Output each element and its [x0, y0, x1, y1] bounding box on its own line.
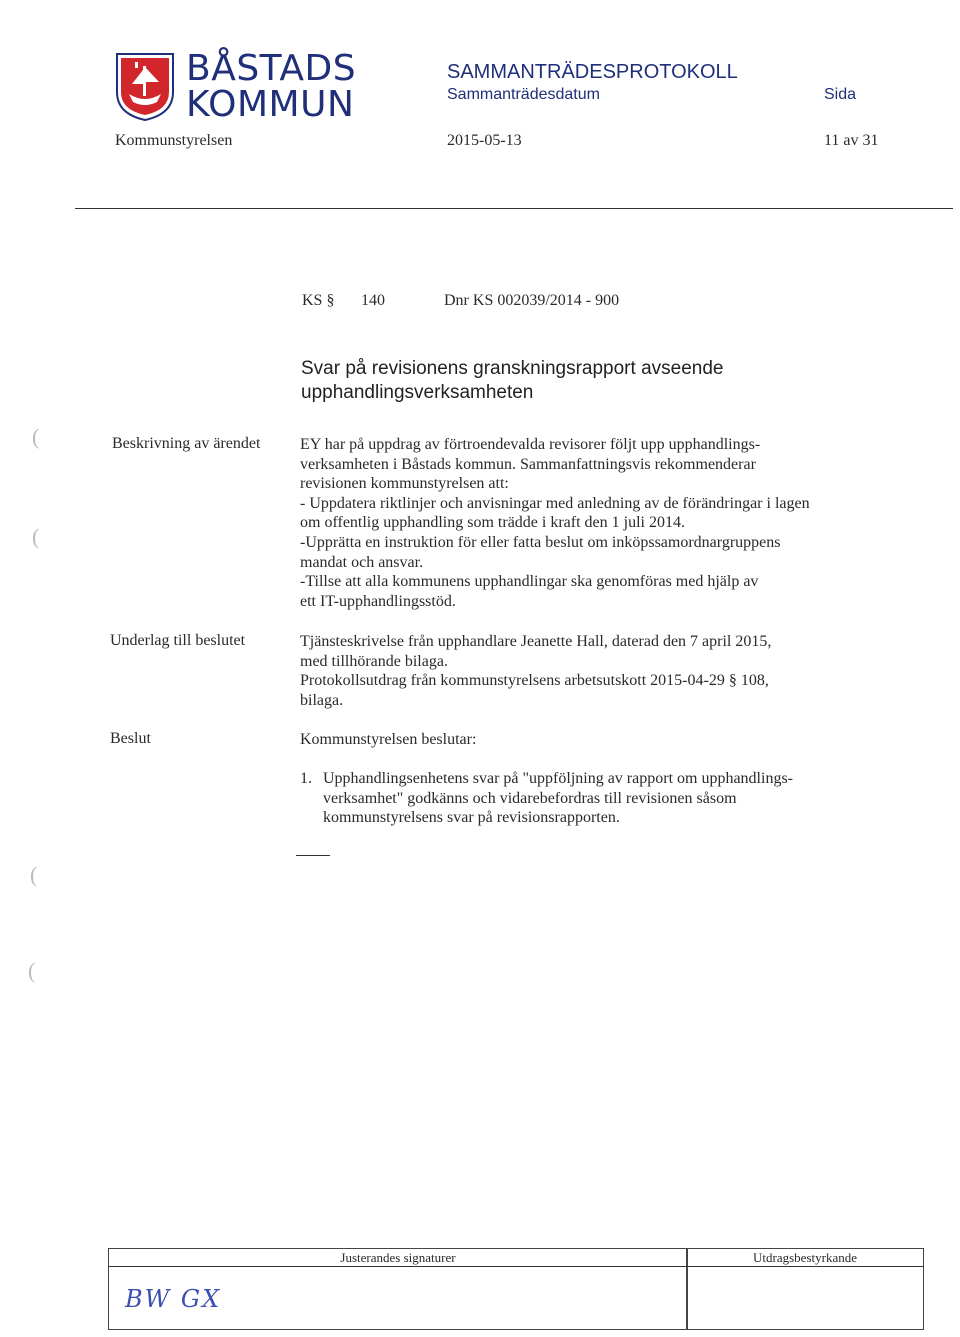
body-line: kommunstyrelsens svar på revisionsrapporten.	[323, 809, 620, 827]
page-title-line2: upphandlingsverksamheten	[301, 382, 534, 403]
page-label: Sida	[824, 86, 857, 103]
signature-box	[108, 1248, 688, 1330]
body-line: Tjänsteskrivelse från upphandlare Jeanette Hall, daterad den 7 april 2015,	[300, 633, 772, 650]
body-line: ett IT-upphandlingsstöd.	[300, 592, 456, 610]
date-label: Sammanträdesdatum	[447, 86, 600, 103]
signature-box-divider	[109, 1266, 687, 1267]
decision-item-number: 1.	[300, 770, 312, 787]
ks-label: KS §	[302, 292, 335, 309]
section-label-beslut: Beslut	[110, 730, 151, 747]
meeting-date: 2015-05-13	[447, 132, 522, 149]
body-line: Upphandlingsenhetens svar på "uppföljning av rapport om upphandlings-	[323, 770, 793, 787]
page-title-line1: Svar på revisionens granskningsrapport avseende	[301, 358, 724, 379]
body-line: mandat och ansvar.	[300, 553, 424, 571]
signatures-label: Justerandes signaturer	[340, 1250, 456, 1265]
decision-item-text	[323, 769, 793, 828]
body-line: med tillhörande bilaga.	[300, 652, 448, 670]
section-body-underlag	[300, 632, 771, 710]
logo	[115, 52, 175, 122]
body-line: revisionen kommunstyrelsen att:	[300, 475, 509, 493]
org-name-line1: BÅSTADS	[186, 48, 357, 89]
case-number: 140	[361, 292, 385, 309]
body-line: om offentlig upphandling som trädde i kraft den 1 juli 2014.	[300, 514, 685, 532]
margin-mark: (	[32, 424, 40, 449]
margin-mark: (	[28, 958, 36, 983]
handwritten-initials: BW GX	[125, 1285, 222, 1313]
coat-of-arms-icon	[115, 52, 175, 122]
body-line: - Uppdatera riktlinjer och anvisningar med anledning av de förändringar i lagen	[300, 494, 810, 512]
doc-type: SAMMANTRÄDESPROTOKOLL	[447, 61, 738, 83]
committee-name: Kommunstyrelsen	[115, 132, 233, 149]
body-line: -Tillse att alla kommunens upphandlingar ska genomföras med hjälp av	[300, 573, 759, 591]
margin-mark: (	[30, 862, 38, 887]
certifier-label: Utdragsbestyrkande	[753, 1250, 857, 1265]
body-line: Protokollsutdrag från kommunstyrelsens arbetsutskott 2015-04-29 § 108,	[300, 672, 769, 690]
body-line: verksamheten i Båstads kommun. Sammanfattningsvis rekommenderar	[300, 455, 756, 473]
dnr: Dnr KS 002039/2014 - 900	[444, 292, 620, 309]
body-line: EY har på uppdrag av förtroendevalda revisorer följt upp upphandlings-	[300, 436, 761, 453]
body-line: -Upprätta en instruktion för eller fatta beslut om inköpssamordnargruppens	[300, 533, 781, 551]
section-label-underlag: Underlag till beslutet	[110, 632, 246, 649]
body-line: verksamhet" godkänns och vidarebefordras till revisionen såsom	[323, 789, 737, 807]
body-line: bilaga.	[300, 691, 344, 709]
certifier-box	[686, 1248, 924, 1330]
page-number: 11 av 31	[824, 132, 879, 149]
section-body-beskrivning	[300, 435, 810, 611]
margin-mark: (	[32, 524, 40, 549]
certifier-box-divider	[687, 1266, 923, 1267]
header-rule	[75, 208, 953, 209]
decision-intro: Kommunstyrelsen beslutar:	[300, 731, 477, 748]
end-rule	[296, 855, 330, 856]
section-label-beskrivning: Beskrivning av ärendet	[112, 435, 261, 452]
org-name-line2: KOMMUN	[186, 84, 355, 125]
